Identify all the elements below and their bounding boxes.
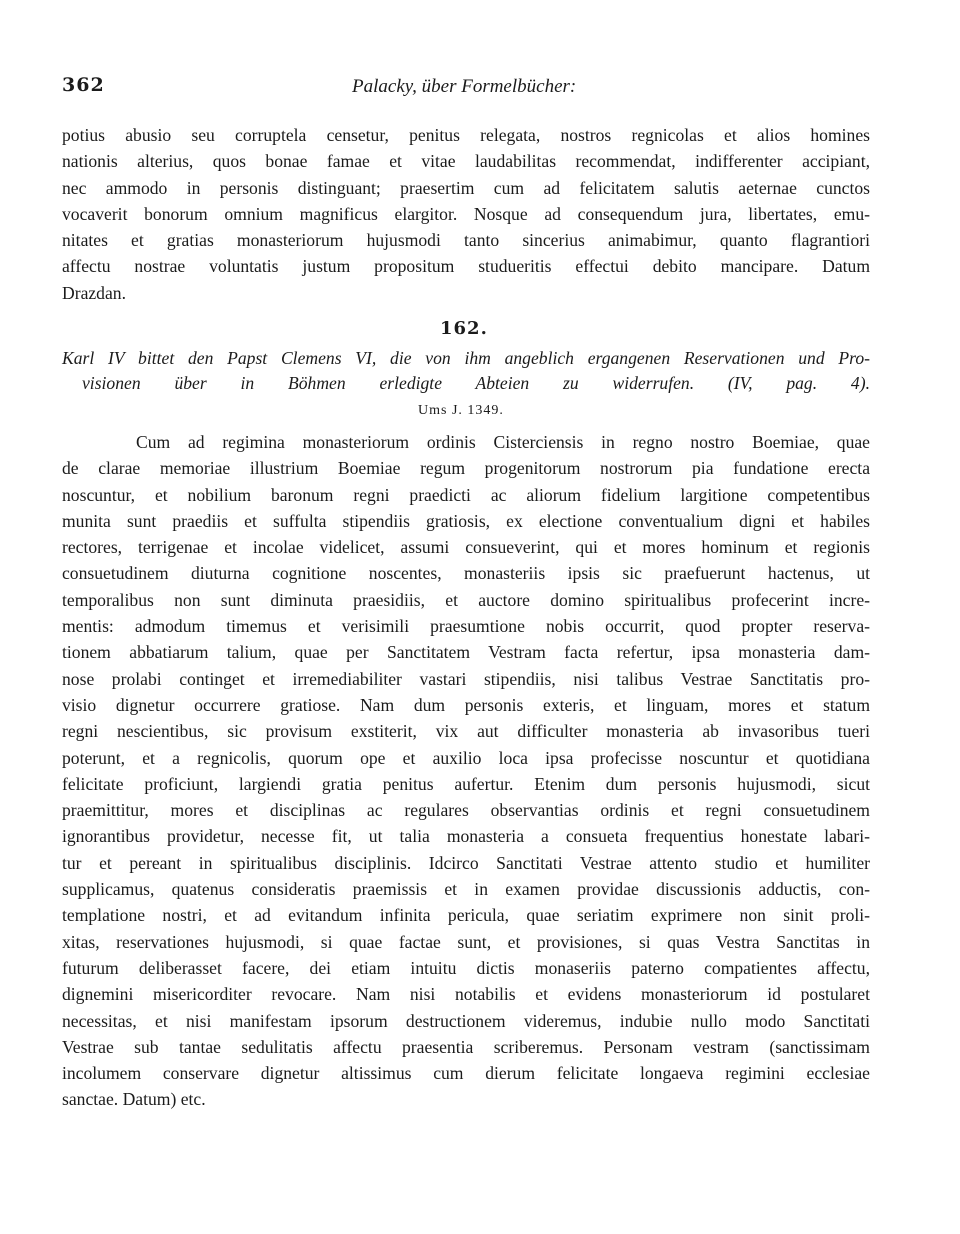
text-line: de clarae memoriae illustrium Boemiae regum progenitorum nostrorum pia fundatione erecta [62,458,870,479]
summary-line: visionen über in Böhmen erledigte Abteien zu widerrufen. (IV, pag. 4). [82,373,870,393]
running-title: Palacky, über Formelbücher: [352,76,577,97]
document-body [62,429,870,1113]
page-number: 362 [62,74,105,96]
text-line: affectu nostrae voluntatis justum propositum studueritis effectui debito mancipare. Datum [62,256,870,277]
text-line: necessitas, et nisi manifestam ipsorum destructionem videremus, indubie nullo modo Sanctitati [62,1010,870,1031]
summary-line: Karl IV bittet den Papst Clemens VI, die von ihm angeblich ergangenen Reservationen und Pro- [62,348,870,368]
text-line: nitates et gratias monasteriorum hujusmodi tanto sincerius animabimur, quanto flagrantiori [62,230,870,251]
text-line: tionem abbatiarum talium, quae per Sanctitatem Vestram facta refertur, ipsa monasteria dam- [62,642,870,663]
text-line: templatione nostri, et ad evitandum infinita pericula, quae seriatim exprimere non sinit proli- [62,905,870,926]
text-line: tur et pereant in spiritualibus disciplinis. Idcirco Sanctitati Vestrae attento studio et humiliter [62,852,870,873]
text-line: Vestrae sub tantae sedulitatis affectu praesentia scriberemus. Personam vestram (sanctissimam [62,1036,870,1057]
text-line: felicitate proficiunt, largiendi gratia penitus aufertur. Etenim dum personis hujusmodi, sicut [62,773,870,794]
text-line: poterunt, et a regnicolis, quorum ope et auxilio loca ipsa profecisse noscuntur et quotidiana [62,747,870,768]
text-line: nationis alterius, quos bonae famae et vitae laudabilitas recommendat, indifferenter accipiant, [62,151,870,172]
text-line: dignemini misericorditer revocare. Nam nisi notabilis et evidens monasteriorum id postularet [62,984,870,1005]
running-head [62,74,872,102]
text-line: nec ammodo in personis distinguant; praesertim cum ad felicitatem salutis aeternae cunctos [62,177,870,198]
text-line: supplicamus, quatenus consideratis praemissis et in examen providae discussionis adductis, con- [62,879,870,900]
text-line: praemittitur, mores et disciplinas ac regulares observantias ordinis et regni consuetudinem [62,800,870,821]
text-line: Drazdan. [62,282,126,303]
opening-paragraph [62,122,870,306]
document-date: Ums J. 1349. [418,403,504,418]
text-line: Cum ad regimina monasteriorum ordinis Cisterciensis in regno nostro Boemiae, quae [136,432,870,452]
text-line: vocaverit bonorum omnium magnificus elargitor. Nosque ad consequendum jura, libertates, emu- [62,203,870,224]
text-line: potius abusio seu corruptela censetur, penitus relegata, nostros regnicolas et alios homines [62,125,870,145]
text-line: sanctae. Datum) etc. [62,1089,206,1110]
text-line: futurum deliberasset facere, dei etiam intuitu dictis monaseriis paterno compatientes affectu, [62,957,870,978]
text-line: temporalibus non sunt diminuta praesidiis, et auctore domino spiritualibus profecerint incre- [62,589,870,610]
text-line: xitas, reservationes hujusmodi, si quae factae sunt, et provisiones, si quas Vestra Sanctitas in [62,931,870,952]
text-line: rectores, terrigenae et incolae videlicet, assumi consueverint, qui et mores hominum et regionis [62,537,870,558]
text-line: visio dignetur occurrere gratiose. Nam dum personis exteris, et linguam, mores et statum [62,694,870,715]
text-line: nose prolabi continget et irremediabiliter vastari stipendiis, nisi talibus Vestrae Sanctitatis pro- [62,668,870,689]
text-line: consuetudinem diuturna cognitione noscentes, monasteriis ipsis sic praefuerunt hactenus, ut [62,563,870,584]
text-line: munita sunt praediis et suffulta stipendiis gratiosis, ex electione conventualium digni et habiles [62,510,870,531]
text-line: incolumem conservare dignetur altissimus cum dierum felicitate longaeva regimini ecclesiae [62,1063,870,1084]
text-line: mentis: admodum timemus et verisimili praesumtione nobis occurrit, quod propter reserva- [62,616,870,637]
document-number: 162. [440,318,488,339]
text-line: regni nescientibus, sic provisum exstiterit, vix aut difficulter monasteria ab invasoribus tueri [62,721,870,742]
document-summary [62,346,870,396]
text-line: noscuntur, et nobilium baronum regni praedicti ac aliorum fidelium largitione competentibus [62,484,870,505]
text-line: ignorantibus providetur, necesse fit, ut talia monasteria a consueta frequentius honestate labari- [62,826,870,847]
